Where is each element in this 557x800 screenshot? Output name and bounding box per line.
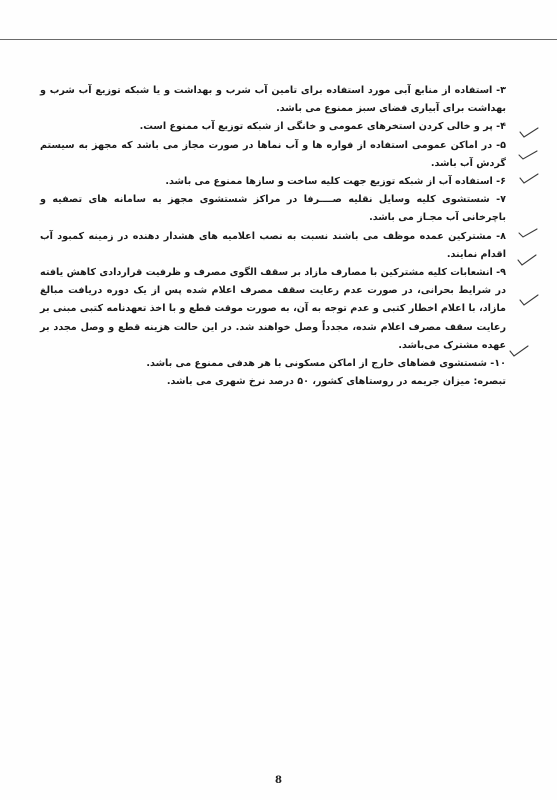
item-text: مشترکین عمده موظف می باشند نسبت به نصب اعلامیه های هشدار دهنده در زمینه کمبود آب اقدام نمایند.	[40, 230, 506, 260]
note-label: تبصره:	[473, 376, 506, 388]
item-number: ۸-	[496, 230, 506, 242]
item-text: شستشوی کلیه وسایل نقلیه صــــرفا در مراکز شستشوی مجهز به سامانه های تصفیه و باچرخانی آب مجـاز می باشد.	[40, 194, 506, 224]
page-number: 8	[275, 775, 282, 786]
list-item	[40, 137, 506, 173]
item-number: ۴-	[496, 121, 506, 133]
checkmark-icon	[519, 229, 537, 237]
item-text: شستشوی فضاهای خارج از اماکن مسکونی با هر هدفی ممنوع می باشد.	[146, 358, 487, 370]
item-number: ۹-	[496, 267, 506, 279]
header-rule	[0, 39, 557, 40]
item-number: ۶-	[496, 176, 506, 188]
checkmark-icon	[518, 255, 536, 265]
note-text: میزان جریمه در روستاهای کشور، ۵۰ درصد نرخ شهری می باشد.	[166, 376, 471, 388]
regulations-list	[40, 82, 506, 391]
item-number: ۵-	[496, 139, 506, 151]
list-item	[40, 173, 506, 191]
checkmark-icon	[520, 295, 538, 305]
list-item	[40, 228, 506, 264]
checkmark-icon	[510, 346, 528, 356]
item-number: ۱۰-	[490, 358, 506, 370]
item-number: ۷-	[496, 194, 506, 206]
list-item	[40, 191, 506, 227]
item-number: ۳-	[496, 85, 507, 96]
item-text: در اماکن عمومی استفاده از فواره ها و آب نماها در صورت مجاز می باشد که مجهز به سیستم گردش آب باشد.	[40, 139, 506, 169]
note-paragraph	[40, 373, 506, 391]
item-text: انشعابات کلیه مشترکین با مصارف مازاد بر سقف الگوی مصرف و ظرفیت قراردادی کاهش یافته در شرایط بحرانی، در صورت عدم رعایت سقف مصرف اعلام شده پس از یک دوره دریافت مبالغ مازاد، با اعلام اخطار کتبی و عدم توجه به آن، به صورت موقت قطع و با اخذ تعهدنامه کتبی مبنی بر رعایت سقف مصرف اعلام شده، مجدداً وصل خواهند شد. در این حالت هزینه قطع و وصل مجدد بر عهده مشترک می‌باشد.	[40, 267, 506, 351]
list-item	[40, 118, 506, 136]
checkmark-icon	[519, 151, 537, 159]
item-text: استفاده آب از شبکه توزیع جهت کلیه ساخت و سازها ممنوع می باشد.	[165, 176, 493, 188]
list-item	[40, 82, 506, 118]
list-item	[40, 355, 506, 373]
item-text: پر و خالی کردن استخرهای عمومی و خانگی از شبکه توزیع آب ممنوع است.	[139, 121, 493, 133]
list-item	[40, 264, 506, 355]
checkmark-icon	[520, 128, 538, 137]
item-text: استفاده از منابع آبی مورد استفاده برای تامین آب شرب و بهداشت و یا شبکه توزیع آب شرب و بهداشت برای آبیاری فضای سبز ممنوع می باشد.	[40, 85, 506, 115]
checkmark-icon	[520, 174, 538, 183]
